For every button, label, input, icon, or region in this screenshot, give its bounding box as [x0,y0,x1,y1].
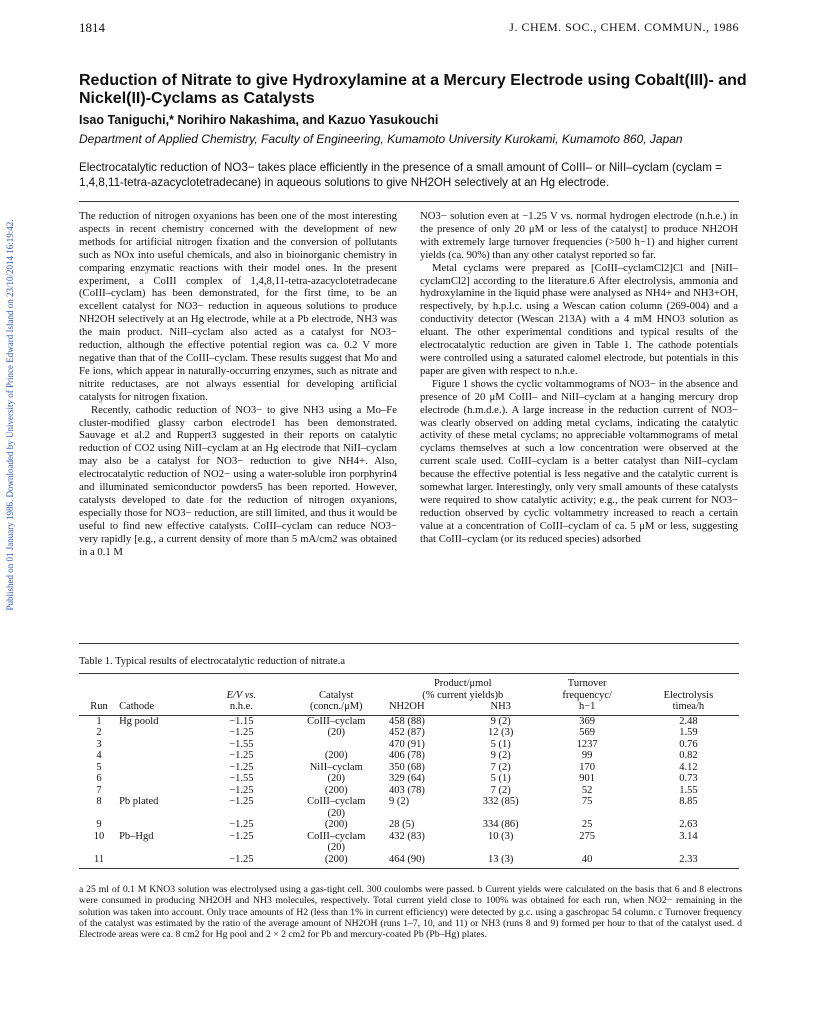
table-cell: (20) [327,842,345,853]
table-cell: 470 (91) [388,738,425,750]
table-cell: −1.15 [229,715,254,727]
header-cell: Run [79,701,119,715]
table-cell: 9 (2) [388,796,410,807]
table-cell: 0.76 [679,738,698,750]
table-cell: 28 (5) [388,819,415,830]
table-body [79,715,739,869]
table-row [79,808,739,820]
table-cell: 2.48 [679,715,698,727]
table-cell: 2 [96,727,102,738]
table-header-row [79,674,739,690]
table-row [79,750,739,762]
table-cell: −1.25 [199,854,283,869]
table-cell: CoIII–cyclam [307,830,366,842]
table-cell: 9 (2) [490,715,511,727]
table-cell: 452 (87) [388,727,425,738]
table-cell [119,750,199,762]
header-cell: n.h.e. [199,701,283,715]
table-cell: 10 [93,830,105,842]
table-cell: −1.25 [229,819,254,830]
table-divider [79,643,739,644]
table-header-row [79,701,739,715]
paragraph: NO3− solution even at −1.25 V vs. normal hydrogen electrode (n.h.e.) in the presence of only 20 μM or less of the catalyst] to produce NH2OH with extremely large turnover frequencies (>500 h−1) and higher current yields (ca. 90%) than any other catalyst reported so far. [420,210,738,261]
table-cell [119,739,199,751]
table-cell: −1.25 [229,761,254,773]
table-cell: 406 (78) [388,750,425,761]
header-cell [119,690,199,702]
table-cell: 7 [96,784,102,796]
table-cell [389,808,465,820]
table-cell: 10 (3) [488,830,514,842]
body-column-left [79,210,397,558]
table-cell [537,842,638,854]
table-cell: 1 [96,715,102,727]
table-row [79,715,739,727]
page-number: 1814 [79,20,105,35]
table-cell: 99 [581,750,593,761]
table-cell: −1.55 [229,773,254,784]
table-cell [638,808,739,820]
table-cell [79,842,119,854]
table-cell: Pb plated [119,796,159,807]
header-cell: Product/μmol [389,674,537,690]
table-cell: 5 (1) [490,773,511,784]
table-row [79,831,739,843]
table-row [79,854,739,869]
table-cell: 11 [79,854,119,869]
table-cell: 2.63 [679,819,698,830]
table-cell: 75 [581,796,593,807]
table-cell [199,842,283,854]
table-cell: 403 (78) [388,784,425,796]
table-cell: (20) [327,807,345,819]
header-cell: E/V vs. [226,689,257,701]
table-row [79,842,739,854]
header-cell [638,674,739,690]
article-authors: Isao Taniguchi,* Norihiro Nakashima, and Kazuo Yasukouchi [79,113,439,127]
table-cell [119,808,199,820]
table-header-row [79,690,739,702]
table-cell [537,808,638,820]
paragraph: The reduction of nitrogen oxyanions has been one of the most interesting aspects in recent chemistry concerned with the development of new methods for artificial nitrogen fixation and the conversion of pollutants such as NOx into useful chemicals, and also in bioinorganic chemistry in comparing enzymatic reactions with their model ones. In the present experiment, a CoIII complex of 1,4,8,11-tetra-azacyclotetradecane (CoIII–cyclam) has been demonstrated, for the first time, to be an excellent catalyst for NO3− reduction in aqueous solutions to produce NH2OH selectively at an Hg electrode, while at a Pb electrode, NH3 was the main product. NiII–cyclam also acted as a catalyst for NO3− reduction, although the effective potential region was ca. 0.2 V more negative than that of the CoIII–cyclam. These results suggest that Mo and Fe ions, which appear in naturally-occurring enzymes, such as nitrate and nitrite reductases, are not always essential for developing artificial catalysts for nitrogen fixation. [79,210,397,403]
table-cell [638,842,739,854]
table-cell: 2.33 [638,854,739,869]
article-title: Reduction of Nitrate to give Hydroxylamine at a Mercury Electrode using Cobalt(III)- and Nickel(II)-Cyclams as Catalysts [79,72,747,107]
table-row [79,739,739,751]
table-cell: 369 [579,715,596,727]
table-cell: 0.73 [679,773,698,784]
header-cell: NH2OH [389,701,465,715]
table-cell: (200) [324,819,348,830]
table-cell: 52 [581,784,593,796]
table-cell: 4.12 [679,761,698,773]
table-cell: 464 (90) [389,854,465,869]
table-cell: 901 [579,773,596,784]
header-cell: h−1 [537,701,638,715]
table-cell: CoIII–cyclam [307,796,366,807]
table-cell: Pb–Hgd [119,830,154,842]
table-footnote: a 25 ml of 0.1 M KNO3 solution was electrolysed using a gas-tight cell. 300 coulombs were passed. b Current yields were calculated on the basis that 6 and 8 electrons were consumed in producing NH2OH and NH3 molecules, respectively. Total current yield close to 100% was obtained for each run, when NO2− remaining in the solution was taken into account. Only trace amounts of H2 (less than 1% in current efficiency) were detected by g.c. using a gaschropac 54 column. c Turnover frequency of the catalyst was estimated by the ratio of the average amount of NH2OH (runs 1–7, 10, and 11) or NH3 (runs 8 and 9) formed per hour to that of the catalyst used. d Electrode areas were ca. 8 cm2 for Hg pool and 2 × 2 cm2 for Pb and mercury-coated Pb (Pb–Hg) plates. [79,884,742,941]
table-cell: 25 [581,819,593,830]
table-cell: 8 [96,796,102,807]
table-row [79,727,739,739]
table-row [79,773,739,785]
table-cell: 6 [96,773,102,784]
table-cell [119,842,199,854]
table-cell: 432 (83) [388,830,425,842]
header-cell: Electrolysis [663,689,714,701]
table-row [79,819,739,831]
table-cell: 334 (86) [482,819,519,830]
table-cell: 40 [537,854,638,869]
table-row [79,762,739,774]
table-cell: CoIII–cyclam [307,715,366,727]
paragraph: Figure 1 shows the cyclic voltammograms of NO3− in the absence and presence of 20 μM CoIII– and NiII–cyclam at a hanging mercury drop electrode (h.m.d.e.). A large increase in the reduction current of NO3− was clearly observed on adding metal cyclams, indicating the catalytic activity of these metal cyclams; no appreciable voltammograms of metal cyclams themselves at such a low concentration were observed at the current scale used. CoIII–cyclam is a better catalyst than NiII–cyclam because the effective potential is less negative and the catalytic current is somewhat larger. Interestingly, only very small amounts of these catalysts were required to show catalytic activity; e.g., the peak current for NO3− reduction observed by cyclic voltammetry increased to reach a certain value at a concentration of CoIII–cyclam of ca. 5 μM or less, suggesting that CoIII–cyclam (or its reduced species) adsorbed [420,377,738,545]
table-row [79,796,739,808]
table-cell: Hg poold [119,715,159,727]
table-cell: −1.25 [229,784,254,796]
table-cell: 3 [96,738,102,750]
paragraph: Recently, cathodic reduction of NO3− to give NH3 using a Mo–Fe cluster-modified glassy carbon electrode1 has been demonstrated. Sauvage et al.2 and Ruppert3 suggested in their reports on catalytic reduction of CO2 using NiII–cyclam at an Hg electrode that NiII–cyclam may also be a catalyst for NO3− reduction to give NH4+. Also, electrocatalytic reduction of NO2− using a water-soluble iron porphyrin4 and illuminated semiconductor powders5 has been reported. However, catalysts developed to date for the reduction of nitrogen oxyanions, especially those for NO3− reduction, are still limited, and thus it would be useful to find new effective catalysts. CoIII–cyclam can reduce NO3− very rapidly [e.g., a current density of more than 5 mA/cm2 was obtained in a 0.1 M [79,403,397,558]
abstract-divider [79,201,739,202]
table-cell [465,842,537,854]
table-cell: 7 (2) [490,761,511,773]
table-cell: 4 [96,750,102,761]
download-watermark [0,180,14,640]
table-cell [119,727,199,739]
table-cell: (200) [284,854,389,869]
header-cell [79,690,119,702]
article-abstract: Electrocatalytic reduction of NO3− takes place efficiently in the presence of a small amount of CoIII– or NiII–cyclam (cyclam = 1,4,8,11-tetra-azacyclotetradecane) in aqueous solutions to give NH2OH selectively at an Hg electrode. [79,161,722,189]
table-cell: 5 [96,761,102,773]
table-cell: 9 (2) [490,750,511,761]
table-cell [119,773,199,785]
table-cell [119,785,199,797]
table-cell [389,842,465,854]
table-cell [119,819,199,831]
results-table [79,673,739,869]
table-cell: 170 [579,761,596,773]
table-row [79,785,739,797]
header-cell: (concn./μM) [284,701,389,715]
journal-header: J. CHEM. SOC., CHEM. COMMUN., 1986 [509,20,739,34]
header-cell: frequencyc/ [562,689,612,701]
header-cell: Cathode [119,701,199,715]
table-cell: NiII–cyclam [309,761,363,773]
table-cell [119,854,199,869]
table-cell [199,808,283,820]
table-cell: 275 [579,830,596,842]
article-affiliation: Department of Applied Chemistry, Faculty of Engineering, Kumamoto University Kurokami, Kumamoto 860, Japan [79,132,683,146]
table-cell: 5 (1) [490,738,511,750]
table-cell: 1.59 [679,727,698,738]
header-cell: Turnover [537,674,638,690]
table-cell: 458 (88) [388,715,425,727]
table-caption: Table 1. Typical results of electrocatalytic reduction of nitrate.a [79,656,345,667]
table-cell: 1237 [576,738,598,750]
table-cell: 3.14 [679,830,698,842]
body-column-right [420,210,738,546]
table-cell: (200) [324,750,348,761]
table-cell: 7 (2) [490,784,511,796]
table-cell: 13 (3) [465,854,537,869]
table-cell: −1.25 [229,796,254,807]
header-cell [79,674,119,690]
table-cell: 9 [96,819,102,830]
table-cell [465,808,537,820]
table-cell: 350 (68) [388,761,425,773]
table-cell: 8.85 [679,796,698,807]
table-cell [79,808,119,820]
table-cell: −1.55 [229,738,254,750]
header-cell [119,674,199,690]
header-cell [284,674,389,690]
paragraph: Metal cyclams were prepared as [CoIII–cyclamCl2]Cl and [NiII–cyclamCl2] according to the literature.6 After electrolysis, ammonia and hydroxylamine in the liquid phase were analysed as NH4+ and NH3+OH, respectively, by h.p.l.c. using a Wescan cation column (269-004) and a conductivity detector (Wescan 213A) with a 4 mM HNO3 solution as eluant. The other experimental conditions and typical results of the electrocatalytic reduction are given in Table 1. The cathode potentials were controlled using a saturated calomel electrode, but potentials in this paper are given with respect to n.h.e. [420,261,738,377]
table-cell [119,762,199,774]
header-cell: Catalyst [319,689,354,701]
table-cell: (20) [327,727,345,738]
table-cell: 329 (64) [388,773,425,784]
download-note: Published on 01 January 1986. Downloaded by University of Prince Edward Island on 23/10/2014 16:19:42. [5,219,15,611]
header-cell: timea/h [638,701,739,715]
header-cell: (% current yields)b [422,689,504,701]
table-cell: 569 [579,727,596,738]
table-cell: −1.25 [229,830,254,842]
table-cell: 0.82 [679,750,698,761]
table-cell: 12 (3) [488,727,514,738]
table-cell: 1.55 [679,784,698,796]
table-cell: −1.25 [229,750,254,761]
header-cell: NH3 [465,701,537,715]
table-cell [284,739,389,751]
header-cell [199,674,283,690]
table-cell: 332 (85) [482,796,519,807]
table-cell: (20) [327,773,345,784]
table-cell: −1.25 [229,727,254,738]
table-cell: (200) [324,784,348,796]
